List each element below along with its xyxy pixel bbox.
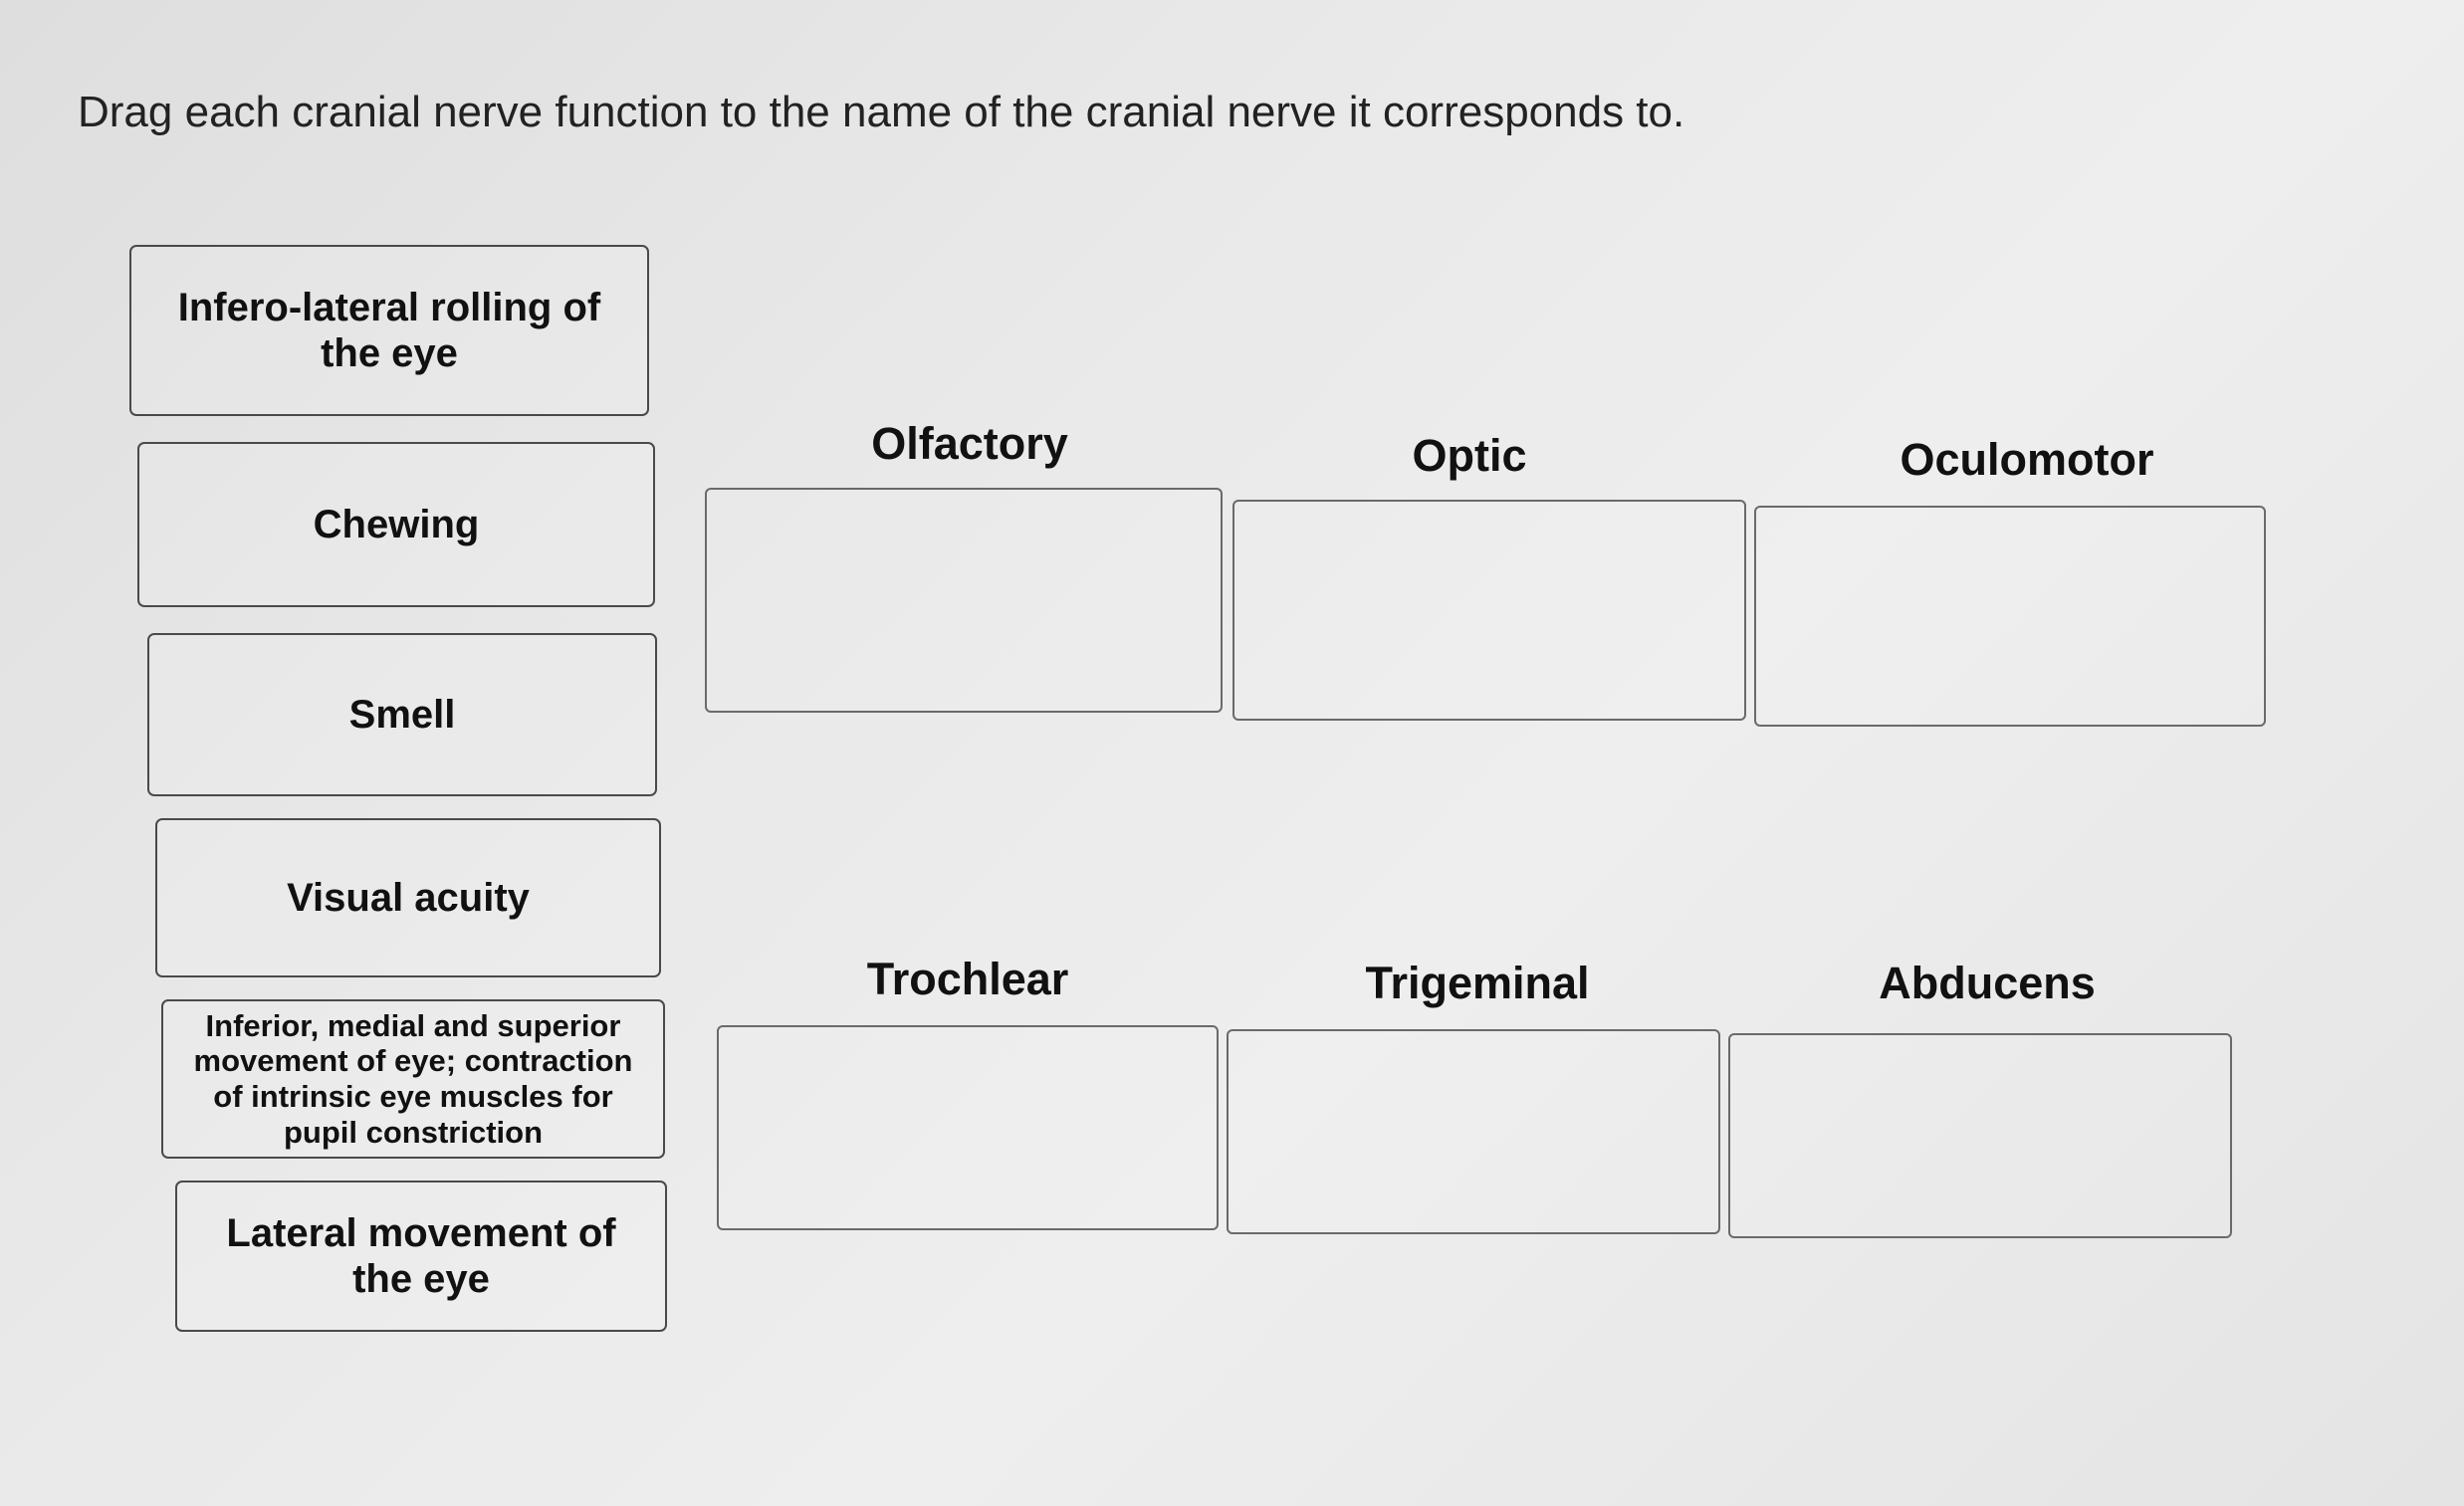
function-card-label: Visual acuity <box>287 876 530 920</box>
drop-zone-abducens[interactable] <box>1728 1033 2232 1238</box>
instruction-text: Drag each cranial nerve function to the name of the cranial nerve it corresponds to. <box>78 88 1685 136</box>
drop-zone-trochlear[interactable] <box>717 1025 1219 1230</box>
nerve-label-olfactory: Olfactory <box>871 418 1068 469</box>
function-card-chewing[interactable] <box>137 442 655 607</box>
drop-zone-olfactory[interactable] <box>705 488 1223 713</box>
drop-zone-optic[interactable] <box>1232 500 1746 721</box>
function-card-smell[interactable] <box>147 633 657 796</box>
nerve-label-trigeminal: Trigeminal <box>1365 958 1590 1008</box>
function-card-visual-acuity[interactable] <box>155 818 661 977</box>
drop-zone-oculomotor[interactable] <box>1754 506 2266 727</box>
nerve-label-abducens: Abducens <box>1879 958 2096 1008</box>
function-card-oculomotor-movement[interactable] <box>161 999 665 1159</box>
function-card-label: Inferior, medial and superior movement of eye; contraction of intrinsic eye muscles for pupil constriction <box>193 1007 633 1150</box>
function-card-label: Smell <box>348 693 456 737</box>
function-card-infero-lateral-rolling[interactable] <box>129 245 649 416</box>
function-card-lateral-movement[interactable] <box>175 1181 667 1332</box>
drop-zone-trigeminal[interactable] <box>1227 1029 1720 1234</box>
nerve-label-trochlear: Trochlear <box>866 954 1069 1004</box>
nerve-label-optic: Optic <box>1412 430 1527 481</box>
nerve-label-oculomotor: Oculomotor <box>1900 434 2154 485</box>
function-card-label: Chewing <box>313 503 480 546</box>
function-card-label: Lateral movement of the eye <box>226 1211 616 1301</box>
function-card-label: Infero-lateral rolling of the eye <box>177 286 601 375</box>
